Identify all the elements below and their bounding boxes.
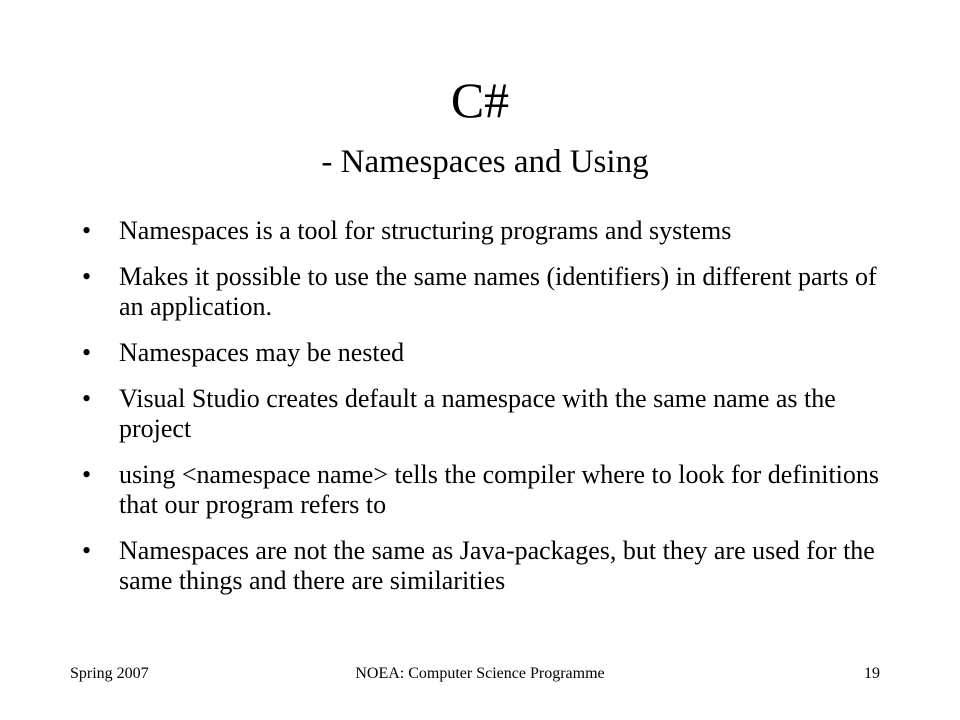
bullet-text: Makes it possible to use the same names (identifiers) in different parts of an application.	[119, 262, 877, 321]
bullet-item	[82, 216, 882, 246]
slide-title: C#	[450, 72, 510, 128]
bullet-item	[82, 536, 882, 596]
bullet-text: using <namespace name> tells the compiler where to look for definitions that our program refers to	[119, 460, 880, 519]
footer-date: Spring 2007	[70, 665, 149, 682]
bullet-icon: •	[82, 536, 92, 565]
bullet-icon: •	[82, 216, 92, 245]
bullet-item	[82, 338, 882, 368]
bullet-text: Namespaces may be nested	[119, 338, 405, 367]
bullet-item	[82, 262, 882, 322]
bullet-text: Visual Studio creates default a namespace with the same name as the project	[119, 384, 836, 443]
bullet-icon: •	[82, 384, 92, 413]
footer-page-number: 19	[864, 665, 880, 682]
bullet-item	[82, 460, 882, 520]
bullet-item	[82, 384, 882, 444]
bullet-text: Namespaces are not the same as Java-packages, but they are used for the same things and there are similarities	[119, 536, 875, 595]
slide-title-block	[0, 70, 960, 182]
bullet-icon: •	[82, 262, 92, 291]
footer-organization: NOEA: Computer Science Programme	[355, 665, 605, 682]
bullet-icon: •	[82, 338, 92, 367]
slide-subtitle: - Namespaces and Using	[321, 144, 649, 180]
bullet-text: Namespaces is a tool for structuring programs and systems	[119, 216, 732, 245]
bullet-icon: •	[82, 460, 92, 489]
bullet-list	[82, 216, 882, 612]
